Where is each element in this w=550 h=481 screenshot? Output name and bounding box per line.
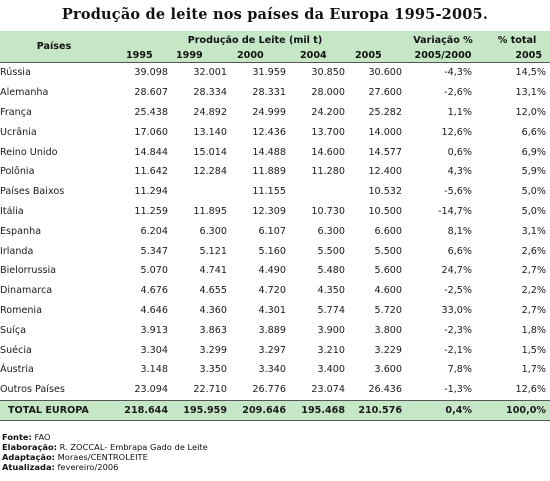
value-1995: 4.646: [140, 304, 168, 316]
value-1999: 24.892: [193, 106, 227, 118]
total-pct: 100,0%: [484, 400, 550, 420]
value-1995: 3.304: [140, 344, 168, 356]
header-producao: Produção de Leite (mil t): [187, 34, 323, 46]
elaboration-label: Elaboração:: [2, 442, 57, 452]
value-2004: 24.200: [311, 106, 345, 118]
source-label: Fonte:: [2, 432, 32, 442]
value-2004: 10.730: [311, 205, 345, 217]
value-1999: 12.284: [193, 166, 227, 178]
source-value: FAO: [34, 432, 51, 442]
value-2000: 14.488: [252, 146, 286, 158]
pct-total-cell: 6,9%: [521, 146, 547, 158]
value-1999: 3.350: [199, 364, 227, 376]
value-2000: 12.436: [252, 126, 286, 138]
pct-total-cell: 3,1%: [521, 225, 547, 237]
total-row: [0, 400, 550, 420]
variation-cell: 24,7%: [441, 265, 473, 277]
total-2000: 209.646: [227, 400, 286, 420]
value-1995: 17.060: [134, 126, 168, 138]
country-name: Áustria: [0, 364, 34, 376]
updated-value: fevereiro/2006: [57, 462, 119, 472]
value-2005: 5.600: [374, 265, 403, 277]
variation-cell: 6,6%: [447, 245, 473, 257]
variation-cell: -2,3%: [444, 324, 473, 336]
country-name: Alemanha: [0, 87, 49, 99]
header-year-2005: 2005: [345, 49, 402, 63]
variation-cell: -1,3%: [444, 384, 473, 396]
value-1995: 3.913: [140, 324, 168, 336]
country-name: Rússia: [0, 67, 31, 79]
value-2004: 5.500: [317, 245, 345, 257]
country-name: Reino Unido: [0, 146, 58, 158]
header-paises: Países: [0, 31, 108, 63]
value-2000: 4.490: [258, 265, 286, 277]
pct-total-cell: 12,6%: [515, 384, 547, 396]
value-1995: 28.607: [134, 87, 168, 99]
value-2000: 28.331: [252, 87, 286, 99]
value-2005: 26.436: [368, 384, 403, 396]
value-2004: 11.280: [311, 166, 345, 178]
header-year-2000: 2000: [227, 49, 286, 63]
pct-total-cell: 5,0%: [521, 186, 547, 198]
value-2005: 14.577: [368, 146, 403, 158]
value-2005: 5.500: [374, 245, 403, 257]
value-2000: 12.309: [252, 205, 286, 217]
variation-cell: -4,3%: [444, 67, 473, 79]
variation-cell: 33,0%: [441, 304, 473, 316]
header-year-1999: 1999: [168, 49, 227, 63]
variation-cell: 7,8%: [447, 364, 473, 376]
value-2004: 3.210: [317, 344, 345, 356]
updated-label: Atualizada:: [2, 462, 55, 472]
value-2000: 11.889: [252, 166, 286, 178]
value-2005: 5.720: [374, 304, 403, 316]
table-row: [0, 103, 550, 123]
pct-total-cell: 6,6%: [521, 126, 547, 138]
variation-cell: 1,1%: [447, 106, 473, 118]
value-2004: 13.700: [311, 126, 345, 138]
total-1995: 218.644: [108, 400, 168, 420]
value-1999: 4.655: [199, 285, 227, 297]
value-2000: 3.889: [258, 324, 286, 336]
country-name: Dinamarca: [0, 285, 53, 297]
value-2000: 11.155: [252, 186, 286, 198]
value-2000: 4.301: [258, 304, 286, 316]
value-1995: 11.294: [134, 186, 168, 198]
country-name: Suécia: [0, 344, 32, 356]
value-1999: 5.121: [199, 245, 227, 257]
pct-total-cell: 1,8%: [521, 324, 547, 336]
value-1995: 4.676: [140, 285, 168, 297]
table-row: [0, 360, 550, 380]
value-1999: 6.300: [199, 225, 227, 237]
pct-total-cell: 2,6%: [521, 245, 547, 257]
value-2004: 30.850: [311, 67, 345, 79]
table-title: Produção de leite nos países da Europa 1995-2005.: [61, 6, 489, 23]
table-row: [0, 83, 550, 103]
pct-total-cell: 2,2%: [521, 285, 547, 297]
country-name: Espanha: [0, 225, 42, 237]
table-row: [0, 241, 550, 261]
variation-cell: -2,5%: [444, 285, 473, 297]
table-row: [0, 281, 550, 301]
header-total-line1: % total: [497, 34, 537, 46]
variation-cell: 0,6%: [447, 146, 473, 158]
adaptation-label: Adaptação:: [2, 452, 55, 462]
header-total-line2: 2005: [484, 49, 550, 63]
value-2000: 4.720: [258, 285, 286, 297]
header-variacao-line2: 2005/2000: [402, 49, 484, 63]
value-2004: 3.400: [317, 364, 345, 376]
value-2005: 30.600: [368, 67, 403, 79]
value-2004: 5.774: [317, 304, 345, 316]
value-2004: 28.000: [311, 87, 345, 99]
value-1999: 15.014: [193, 146, 227, 158]
value-2000: 5.160: [258, 245, 286, 257]
value-1999: [168, 182, 227, 202]
value-2005: 4.600: [374, 285, 403, 297]
adaptation-line: [2, 452, 208, 462]
value-1999: 28.334: [193, 87, 227, 99]
header-variacao-line1: Variação %: [413, 34, 473, 46]
pct-total-cell: 14,5%: [515, 67, 547, 79]
variation-cell: 12,6%: [441, 126, 473, 138]
value-1995: 23.094: [134, 384, 168, 396]
value-2000: 26.776: [252, 384, 286, 396]
table-footer: [2, 432, 208, 472]
table-row: [0, 340, 550, 360]
value-2000: 24.999: [252, 106, 286, 118]
country-name: Itália: [0, 205, 24, 217]
value-1995: 5.347: [140, 245, 168, 257]
total-2004: 195.468: [286, 400, 345, 420]
variation-cell: -2,6%: [444, 87, 473, 99]
value-1995: 14.844: [134, 146, 168, 158]
total-label: TOTAL EUROPA: [0, 400, 108, 420]
table-row: [0, 221, 550, 241]
variation-cell: -14,7%: [438, 205, 473, 217]
country-name: Romenia: [0, 304, 42, 316]
elaboration-value: R. ZOCCAL- Embrapa Gado de Leite: [59, 442, 208, 452]
value-1995: 39.098: [134, 67, 168, 79]
table-row: [0, 320, 550, 340]
value-2004: 5.480: [317, 265, 345, 277]
value-2005: 6.600: [374, 225, 403, 237]
value-2000: 31.959: [252, 67, 286, 79]
value-1999: 32.001: [193, 67, 227, 79]
country-name: Suíça: [0, 324, 26, 336]
value-2005: 10.532: [368, 186, 403, 198]
pct-total-cell: 12,0%: [515, 106, 547, 118]
value-2005: 3.229: [374, 344, 403, 356]
total-1999: 195.959: [168, 400, 227, 420]
header-year-1995: 1995: [108, 49, 168, 63]
value-1999: 11.895: [193, 205, 227, 217]
header-year-2004: 2004: [286, 49, 345, 63]
pct-total-cell: 1,5%: [521, 344, 547, 356]
pct-total-cell: 5,0%: [521, 205, 547, 217]
table-row: [0, 202, 550, 222]
value-2004: 3.900: [317, 324, 345, 336]
country-name: Outros Países: [0, 384, 65, 396]
value-1999: 22.710: [193, 384, 227, 396]
updated-line: [2, 462, 208, 472]
adaptation-value: Moraes/CENTROLEITE: [57, 452, 148, 462]
value-2004: [286, 182, 345, 202]
value-2005: 25.282: [368, 106, 403, 118]
elaboration-line: [2, 442, 208, 452]
country-name: Ucrânia: [0, 126, 37, 138]
value-1995: 25.438: [134, 106, 168, 118]
variation-cell: -2,1%: [444, 344, 473, 356]
value-1995: 3.148: [140, 364, 168, 376]
value-1999: 13.140: [193, 126, 227, 138]
value-2000: 6.107: [258, 225, 286, 237]
country-name: França: [0, 106, 32, 118]
value-1995: 11.642: [134, 166, 168, 178]
table-row: [0, 182, 550, 202]
pct-total-cell: 1,7%: [521, 364, 547, 376]
total-variation: 0,4%: [402, 400, 484, 420]
value-1999: 4.360: [199, 304, 227, 316]
value-2005: 14.000: [368, 126, 403, 138]
pct-total-cell: 2,7%: [521, 304, 547, 316]
value-2005: 3.600: [374, 364, 403, 376]
value-2005: 3.800: [374, 324, 403, 336]
pct-total-cell: 2,7%: [521, 265, 547, 277]
table-row: [0, 162, 550, 182]
value-1995: 11.259: [134, 205, 168, 217]
table-row: [0, 122, 550, 142]
pct-total-cell: 5,9%: [521, 166, 547, 178]
value-2004: 23.074: [311, 384, 345, 396]
value-2004: 14.600: [311, 146, 345, 158]
country-name: Bielorrussia: [0, 265, 57, 277]
milk-production-table: [0, 31, 550, 421]
value-2000: 3.297: [258, 344, 286, 356]
table-row: [0, 261, 550, 281]
value-2004: 4.350: [317, 285, 345, 297]
variation-cell: 4,3%: [447, 166, 473, 178]
table-row: [0, 301, 550, 321]
value-1995: 6.204: [140, 225, 168, 237]
value-2005: 12.400: [368, 166, 403, 178]
table-row: [0, 63, 550, 83]
value-1999: 3.863: [199, 324, 227, 336]
table-row: [0, 142, 550, 162]
value-2004: 6.300: [317, 225, 345, 237]
country-name: Irlanda: [0, 245, 34, 257]
source-line: [2, 432, 208, 442]
value-2005: 10.500: [368, 205, 403, 217]
value-2005: 27.600: [368, 87, 403, 99]
country-name: Polônia: [0, 166, 35, 178]
variation-cell: -5,6%: [444, 186, 473, 198]
value-2000: 3.340: [258, 364, 286, 376]
pct-total-cell: 13,1%: [515, 87, 547, 99]
variation-cell: 8,1%: [447, 225, 473, 237]
value-1999: 4.741: [199, 265, 227, 277]
table-row: [0, 380, 550, 400]
total-2005: 210.576: [345, 400, 402, 420]
value-1999: 3.299: [199, 344, 227, 356]
value-1995: 5.070: [140, 265, 168, 277]
country-name: Países Baixos: [0, 186, 65, 198]
